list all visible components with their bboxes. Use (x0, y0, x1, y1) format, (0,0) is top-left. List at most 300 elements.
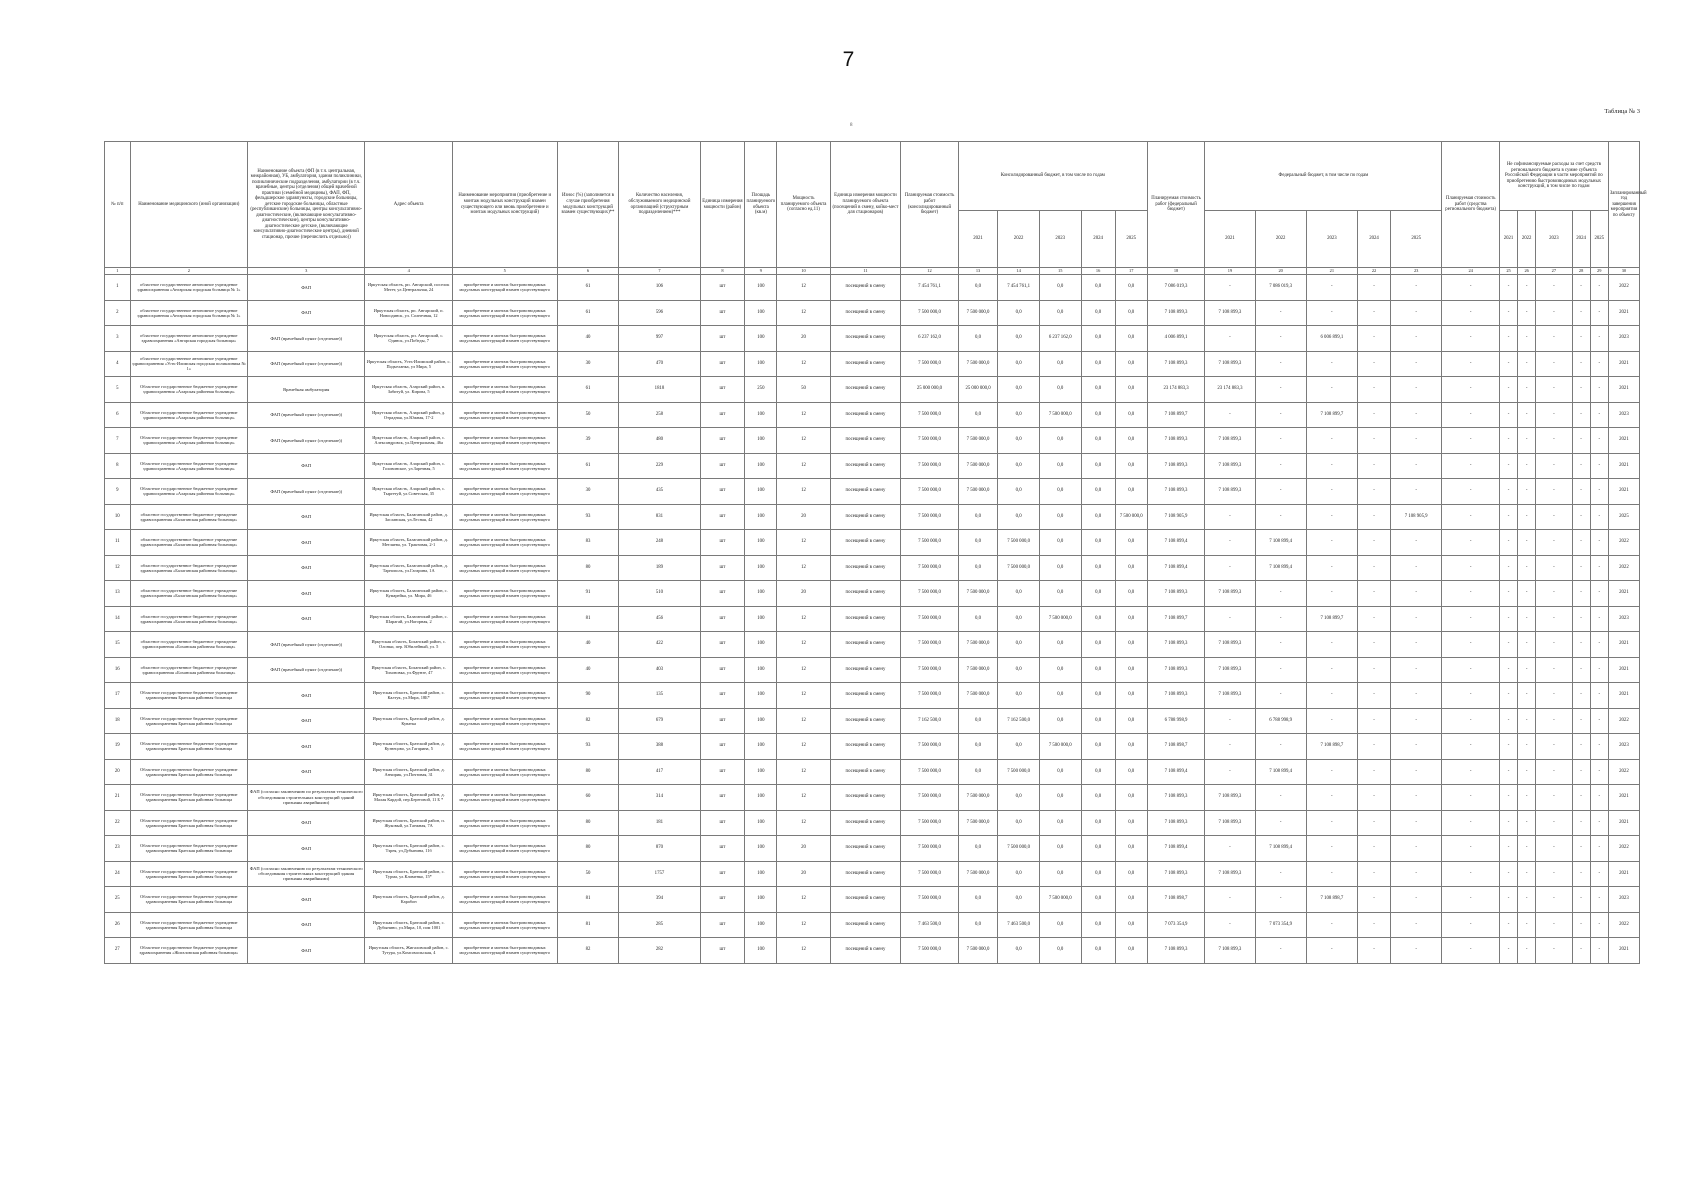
regional-2022: - (1518, 683, 1536, 709)
table-row (105, 861, 1640, 887)
consolidated-2024: 0,0 (1081, 555, 1115, 581)
federal-2024: - (1357, 555, 1390, 581)
consolidated-2023: 7 500 000,0 (1039, 402, 1081, 428)
consolidated-2024: 0,0 (1081, 887, 1115, 913)
object-type: ФАП (врачебный пункт (отделение)) (248, 402, 365, 428)
federal-2022: - (1255, 861, 1306, 887)
consolidated-2023: 0,0 (1039, 351, 1081, 377)
header-federal-year: 2021 (1205, 211, 1255, 268)
object-address: Иркутская область, Балаганский район, д. Метляева, ул. Трактовая, 2-1 (365, 530, 453, 556)
measure-name: приобретение и монтаж быстровозводимых модульных конструкций взамен существующего (452, 683, 557, 709)
header-address: Адрес объекта (365, 142, 453, 268)
population: 1818 (619, 377, 700, 403)
header-organization: Наименование медицинского (иной организации) (130, 142, 247, 268)
federal-2025: - (1391, 657, 1442, 683)
header-unit: Единица измерения мощности (район) (700, 142, 745, 268)
row-number: 2 (105, 300, 131, 326)
consolidated-2024: 0,0 (1081, 479, 1115, 505)
consolidated-2022: 0,0 (998, 300, 1040, 326)
consolidated-2025: 0,0 (1115, 479, 1147, 505)
consolidated-2021: 0,0 (958, 887, 997, 913)
planned-cost: 7 500 000,0 (901, 938, 959, 964)
capacity-unit: посещений в смену (830, 683, 900, 709)
capacity: 12 (777, 402, 830, 428)
consolidated-2022: 0,0 (998, 657, 1040, 683)
object-address: Иркутская область, Балаганский район, с. Кумарейка, ул. Мира, 46 (365, 581, 453, 607)
federal-2023: - (1306, 632, 1357, 658)
federal-2021: - (1205, 759, 1255, 785)
organization-name: Областное государственное бюджетное учреждение здравоохранения Братская районная больница (130, 708, 247, 734)
federal-2024: - (1357, 275, 1390, 301)
unit: шт (700, 887, 745, 913)
federal-cost: 7 108 898,7 (1147, 734, 1205, 760)
federal-2023: - (1306, 428, 1357, 454)
population: 314 (619, 785, 700, 811)
population: 997 (619, 326, 700, 352)
federal-2023: 7 108 899,7 (1306, 606, 1357, 632)
regional-2024: - (1572, 479, 1590, 505)
column-number: 15 (1039, 268, 1081, 275)
population: 282 (619, 938, 700, 964)
regional-2025: - (1590, 708, 1608, 734)
regional-2021: - (1499, 402, 1517, 428)
header-regional-year: 2025 (1590, 211, 1608, 268)
area: 100 (745, 759, 777, 785)
area: 100 (745, 275, 777, 301)
capacity: 12 (777, 300, 830, 326)
unit: шт (700, 810, 745, 836)
consolidated-2023: 0,0 (1039, 581, 1081, 607)
row-number: 8 (105, 453, 131, 479)
object-address: Иркутская область, рп. Ангарский, п. Новоодинск, ул. Солнечная, 12 (365, 300, 453, 326)
consolidated-2025: 0,0 (1115, 453, 1147, 479)
column-number: 16 (1081, 268, 1115, 275)
consolidated-2023: 0,0 (1039, 300, 1081, 326)
object-address: Иркутская область, Братский район, с. Турма, ул.Клименко, 15* (365, 861, 453, 887)
table-row (105, 326, 1640, 352)
capacity-unit: посещений в смену (830, 810, 900, 836)
federal-2024: - (1357, 479, 1390, 505)
table-row (105, 351, 1640, 377)
consolidated-2021: 7 500 000,0 (958, 351, 997, 377)
object-type: ФАП (248, 606, 365, 632)
federal-2025: - (1391, 453, 1442, 479)
federal-2022: - (1255, 938, 1306, 964)
capacity-unit: посещений в смену (830, 300, 900, 326)
regional-2025: - (1590, 657, 1608, 683)
table-row (105, 606, 1640, 632)
federal-2022: 7 086 019,3 (1255, 275, 1306, 301)
regional-2024: - (1572, 275, 1590, 301)
federal-2025: - (1391, 836, 1442, 862)
federal-2024: - (1357, 657, 1390, 683)
capacity-unit: посещений в смену (830, 708, 900, 734)
federal-2022: - (1255, 453, 1306, 479)
organization-name: областное государственное бюджетное учреждение здравоохранения «Балаганская районная больница» (130, 581, 247, 607)
regional-2023: - (1536, 759, 1572, 785)
unit: шт (700, 428, 745, 454)
consolidated-2024: 0,0 (1081, 785, 1115, 811)
consolidated-2022: 7 463 500,0 (998, 912, 1040, 938)
population: 831 (619, 504, 700, 530)
regional-cost: - (1442, 275, 1500, 301)
regional-2021: - (1499, 734, 1517, 760)
regional-cost: - (1442, 300, 1500, 326)
consolidated-2025: 0,0 (1115, 300, 1147, 326)
population: 417 (619, 759, 700, 785)
consolidated-2023: 0,0 (1039, 377, 1081, 403)
regional-2024: - (1572, 530, 1590, 556)
unit: шт (700, 912, 745, 938)
consolidated-2022: 0,0 (998, 581, 1040, 607)
organization-name: Областное государственное бюджетное учреждение здравоохранения Братская районная больница (130, 887, 247, 913)
regional-2023: - (1536, 428, 1572, 454)
regional-2022: - (1518, 453, 1536, 479)
object-address: Иркутская область, рп. Ангарский, с. Одинск, ул.Победы, 7 (365, 326, 453, 352)
regional-2024: - (1572, 351, 1590, 377)
capacity: 12 (777, 912, 830, 938)
object-type: ФАП (248, 759, 365, 785)
area: 100 (745, 836, 777, 862)
table-row (105, 402, 1640, 428)
consolidated-2023: 7 500 000,0 (1039, 887, 1081, 913)
measure-name: приобретение и монтаж быстровозводимых модульных конструкций взамен существующего (452, 708, 557, 734)
federal-cost: 4 006 899,1 (1147, 326, 1205, 352)
regional-2024: - (1572, 708, 1590, 734)
header-capacity: Мощность планируемого объекта (согласно ед.11) (777, 142, 830, 268)
capacity-unit: посещений в смену (830, 861, 900, 887)
consolidated-2024: 0,0 (1081, 861, 1115, 887)
federal-2022: - (1255, 632, 1306, 658)
regional-2022: - (1518, 428, 1536, 454)
wear-percent: 30 (557, 351, 619, 377)
population: 189 (619, 555, 700, 581)
federal-2022: - (1255, 504, 1306, 530)
federal-2025: 7 108 905,9 (1391, 504, 1442, 530)
federal-2022: - (1255, 326, 1306, 352)
federal-2023: - (1306, 912, 1357, 938)
federal-2024: - (1357, 326, 1390, 352)
consolidated-2025: 0,0 (1115, 275, 1147, 301)
organization-name: областное государственное автономное учреждение здравоохранения «Ангарская городская больница № 1» (130, 300, 247, 326)
consolidated-2023: 0,0 (1039, 708, 1081, 734)
regional-2021: - (1499, 504, 1517, 530)
measure-name: приобретение и монтаж быстровозводимых модульных конструкций взамен существующего (452, 326, 557, 352)
regional-2024: - (1572, 606, 1590, 632)
regional-cost: - (1442, 708, 1500, 734)
population: 456 (619, 606, 700, 632)
table-row (105, 275, 1640, 301)
regional-2022: - (1518, 861, 1536, 887)
population: 435 (619, 479, 700, 505)
completion-year: 2021 (1608, 581, 1639, 607)
regional-2021: - (1499, 275, 1517, 301)
federal-2025: - (1391, 887, 1442, 913)
object-address: Иркутская область, Аларский район, с. Александровск, ул.Центральная, 46а (365, 428, 453, 454)
consolidated-2025: 0,0 (1115, 632, 1147, 658)
consolidated-2025: 0,0 (1115, 402, 1147, 428)
object-type: ФАП (248, 912, 365, 938)
consolidated-2023: 0,0 (1039, 683, 1081, 709)
consolidated-2023: 0,0 (1039, 275, 1081, 301)
federal-2021: - (1205, 555, 1255, 581)
object-type: ФАП (248, 275, 365, 301)
capacity-unit: посещений в смену (830, 428, 900, 454)
table-row (105, 938, 1640, 964)
row-number: 3 (105, 326, 131, 352)
organization-name: областное государственное автономное учреждение здравоохранения «Ангарская городская больница № 1» (130, 275, 247, 301)
planned-cost: 7 500 000,0 (901, 479, 959, 505)
population: 510 (619, 581, 700, 607)
regional-cost: - (1442, 810, 1500, 836)
object-address: Иркутская область, Братский район, п. Жуковый, ул.Таежная, 7А (365, 810, 453, 836)
consolidated-2022: 7 500 000,0 (998, 759, 1040, 785)
area: 100 (745, 479, 777, 505)
consolidated-2025: 0,0 (1115, 530, 1147, 556)
federal-2024: - (1357, 708, 1390, 734)
regional-cost: - (1442, 351, 1500, 377)
object-address: Иркутская область, Братский район, д. Куватка (365, 708, 453, 734)
federal-2022: - (1255, 785, 1306, 811)
row-number: 15 (105, 632, 131, 658)
capacity: 12 (777, 275, 830, 301)
regional-2025: - (1590, 504, 1608, 530)
federal-2023: - (1306, 759, 1357, 785)
federal-cost: 7 108 899,7 (1147, 402, 1205, 428)
consolidated-2022: 0,0 (998, 326, 1040, 352)
regional-2022: - (1518, 836, 1536, 862)
area: 100 (745, 351, 777, 377)
consolidated-2025: 0,0 (1115, 912, 1147, 938)
population: 135 (619, 683, 700, 709)
header-regional-budget: Не софинансируемые расходы за счет средств регионального бюджета в сумме субъекта Российской Федерации в части мероприятий по приобретению быстровозводимых модульных конструкций, в том числе по годам (1499, 142, 1608, 211)
object-address: Иркутская область, Братский район, с. Калтук, ул.Мира, 18Б* (365, 683, 453, 709)
area: 100 (745, 402, 777, 428)
consolidated-2025: 0,0 (1115, 734, 1147, 760)
federal-2023: 7 108 898,7 (1306, 734, 1357, 760)
column-number: 25 (1499, 268, 1517, 275)
column-number: 29 (1590, 268, 1608, 275)
organization-name: Областное государственное бюджетное учреждение здравоохранения «Жигаловская районная больница» (130, 938, 247, 964)
regional-2021: - (1499, 453, 1517, 479)
completion-year: 2022 (1608, 708, 1639, 734)
object-type: ФАП (248, 581, 365, 607)
population: 248 (619, 530, 700, 556)
object-type: ФАП (248, 810, 365, 836)
planned-cost: 7 500 000,0 (901, 581, 959, 607)
federal-2025: - (1391, 377, 1442, 403)
federal-2021: 7 108 899,3 (1205, 785, 1255, 811)
organization-name: Областное государственное бюджетное учреждение здравоохранения «Аларская районная больница» (130, 453, 247, 479)
population: 470 (619, 351, 700, 377)
row-number: 24 (105, 861, 131, 887)
regional-2022: - (1518, 734, 1536, 760)
federal-cost: 7 108 899,4 (1147, 759, 1205, 785)
federal-2023: - (1306, 938, 1357, 964)
object-type: ФАП (248, 734, 365, 760)
consolidated-2023: 0,0 (1039, 479, 1081, 505)
regional-2024: - (1572, 632, 1590, 658)
measure-name: приобретение и монтаж быстровозводимых модульных конструкций взамен существующего (452, 938, 557, 964)
header-capacity-unit: Единица измерения мощности планируемого объекта (посещений в смену, койко-мест для стационаров) (830, 142, 900, 268)
row-number: 16 (105, 657, 131, 683)
regional-cost: - (1442, 402, 1500, 428)
row-number: 5 (105, 377, 131, 403)
federal-2024: - (1357, 377, 1390, 403)
column-number: 19 (1205, 268, 1255, 275)
unit: шт (700, 351, 745, 377)
federal-2021: 7 108 899,3 (1205, 479, 1255, 505)
consolidated-2022: 0,0 (998, 810, 1040, 836)
federal-2022: - (1255, 377, 1306, 403)
regional-2023: - (1536, 275, 1572, 301)
object-type: ФАП (согласно заключению по результатам технического обследования строительных конструкций здания признаны аварийными) (248, 861, 365, 887)
federal-2021: - (1205, 887, 1255, 913)
regional-2023: - (1536, 861, 1572, 887)
consolidated-2021: 7 500 000,0 (958, 632, 997, 658)
federal-2024: - (1357, 351, 1390, 377)
planned-cost: 7 500 000,0 (901, 504, 959, 530)
regional-2023: - (1536, 938, 1572, 964)
measure-name: приобретение и монтаж быстровозводимых модульных конструкций взамен существующего (452, 861, 557, 887)
measure-name: приобретение и монтаж быстровозводимых модульных конструкций взамен существующего (452, 785, 557, 811)
row-number: 14 (105, 606, 131, 632)
population: 388 (619, 734, 700, 760)
regional-cost: - (1442, 530, 1500, 556)
federal-2024: - (1357, 504, 1390, 530)
unit: шт (700, 708, 745, 734)
consolidated-2021: 0,0 (958, 708, 997, 734)
federal-2021: 7 108 899,3 (1205, 657, 1255, 683)
regional-2022: - (1518, 326, 1536, 352)
federal-2021: - (1205, 734, 1255, 760)
federal-2023: - (1306, 555, 1357, 581)
regional-2021: - (1499, 657, 1517, 683)
federal-2024: - (1357, 453, 1390, 479)
planned-cost: 7 500 000,0 (901, 785, 959, 811)
consolidated-2025: 0,0 (1115, 555, 1147, 581)
regional-2022: - (1518, 504, 1536, 530)
capacity-unit: посещений в смену (830, 326, 900, 352)
population: 403 (619, 657, 700, 683)
header-federal-year: 2025 (1391, 211, 1442, 268)
header-completion-year: Запланированный год завершения мероприятия по объекту (1608, 142, 1639, 268)
regional-cost: - (1442, 453, 1500, 479)
consolidated-2021: 0,0 (958, 606, 997, 632)
population: 480 (619, 428, 700, 454)
wear-percent: 83 (557, 530, 619, 556)
capacity-unit: посещений в смену (830, 504, 900, 530)
federal-2023: - (1306, 581, 1357, 607)
regional-cost: - (1442, 912, 1500, 938)
completion-year: 2023 (1608, 606, 1639, 632)
planned-cost: 7 500 000,0 (901, 810, 959, 836)
unit: шт (700, 377, 745, 403)
regional-cost: - (1442, 581, 1500, 607)
regional-2023: - (1536, 632, 1572, 658)
organization-name: Областное государственное бюджетное учреждение здравоохранения Братская районная больница (130, 836, 247, 862)
federal-cost: 7 108 899,4 (1147, 836, 1205, 862)
population: 106 (619, 275, 700, 301)
object-address: Иркутская область, Аларский район, с. Тыргетуй, ул.Советская, 35 (365, 479, 453, 505)
regional-2021: - (1499, 581, 1517, 607)
regional-2025: - (1590, 887, 1608, 913)
measure-name: приобретение и монтаж быстровозводимых модульных конструкций взамен существующего (452, 453, 557, 479)
column-number: 23 (1391, 268, 1442, 275)
regional-cost: - (1442, 606, 1500, 632)
regional-2021: - (1499, 785, 1517, 811)
object-type: ФАП (248, 300, 365, 326)
federal-2023: - (1306, 785, 1357, 811)
regional-2021: - (1499, 606, 1517, 632)
regional-2022: - (1518, 351, 1536, 377)
consolidated-2022: 0,0 (998, 632, 1040, 658)
consolidated-2021: 7 500 000,0 (958, 785, 997, 811)
table-row (105, 581, 1640, 607)
federal-cost: 23 174 883,3 (1147, 377, 1205, 403)
planned-cost: 7 500 000,0 (901, 351, 959, 377)
table-row (105, 504, 1640, 530)
federal-2023: - (1306, 453, 1357, 479)
federal-2023: - (1306, 530, 1357, 556)
federal-cost: 7 108 899,3 (1147, 683, 1205, 709)
regional-2025: - (1590, 810, 1608, 836)
completion-year: 2021 (1608, 351, 1639, 377)
regional-2021: - (1499, 810, 1517, 836)
completion-year: 2022 (1608, 275, 1639, 301)
measure-name: приобретение и монтаж быстровозводимых модульных конструкций взамен существующего (452, 351, 557, 377)
organization-name: Областное государственное бюджетное учреждение здравоохранения Братская районная больница (130, 810, 247, 836)
measure-name: приобретение и монтаж быстровозводимых модульных конструкций взамен существующего (452, 912, 557, 938)
table-row (105, 734, 1640, 760)
federal-2021: - (1205, 504, 1255, 530)
table-row (105, 912, 1640, 938)
unit: шт (700, 683, 745, 709)
area: 100 (745, 504, 777, 530)
regional-cost: - (1442, 657, 1500, 683)
organization-name: Областное государственное бюджетное учреждение здравоохранения Братская районная больница (130, 785, 247, 811)
regional-2021: - (1499, 326, 1517, 352)
regional-2023: - (1536, 581, 1572, 607)
regional-cost: - (1442, 734, 1500, 760)
capacity-unit: посещений в смену (830, 734, 900, 760)
area: 100 (745, 708, 777, 734)
regional-2021: - (1499, 912, 1517, 938)
planned-cost: 7 500 000,0 (901, 657, 959, 683)
regional-2024: - (1572, 300, 1590, 326)
federal-2023: 7 108 898,7 (1306, 887, 1357, 913)
column-number: 20 (1255, 268, 1306, 275)
consolidated-2023: 0,0 (1039, 428, 1081, 454)
consolidated-2025: 0,0 (1115, 377, 1147, 403)
population: 870 (619, 836, 700, 862)
consolidated-2021: 7 500 000,0 (958, 581, 997, 607)
capacity: 12 (777, 785, 830, 811)
federal-2021: 7 108 899,3 (1205, 351, 1255, 377)
regional-2024: - (1572, 326, 1590, 352)
regional-2023: - (1536, 326, 1572, 352)
measure-name: приобретение и монтаж быстровозводимых модульных конструкций взамен существующего (452, 887, 557, 913)
regional-2025: - (1590, 683, 1608, 709)
table-row (105, 300, 1640, 326)
area: 100 (745, 555, 777, 581)
regional-2022: - (1518, 887, 1536, 913)
object-address: Иркутская область, Боханский район, с. Олонки, пер. Юбилейный, ул. 5 (365, 632, 453, 658)
consolidated-2021: 0,0 (958, 759, 997, 785)
consolidated-2021: 0,0 (958, 530, 997, 556)
object-address: Иркутская область, Усть-Илимский район, с. Подъеланка, ул Мира, 5 (365, 351, 453, 377)
federal-cost: 7 086 019,3 (1147, 275, 1205, 301)
